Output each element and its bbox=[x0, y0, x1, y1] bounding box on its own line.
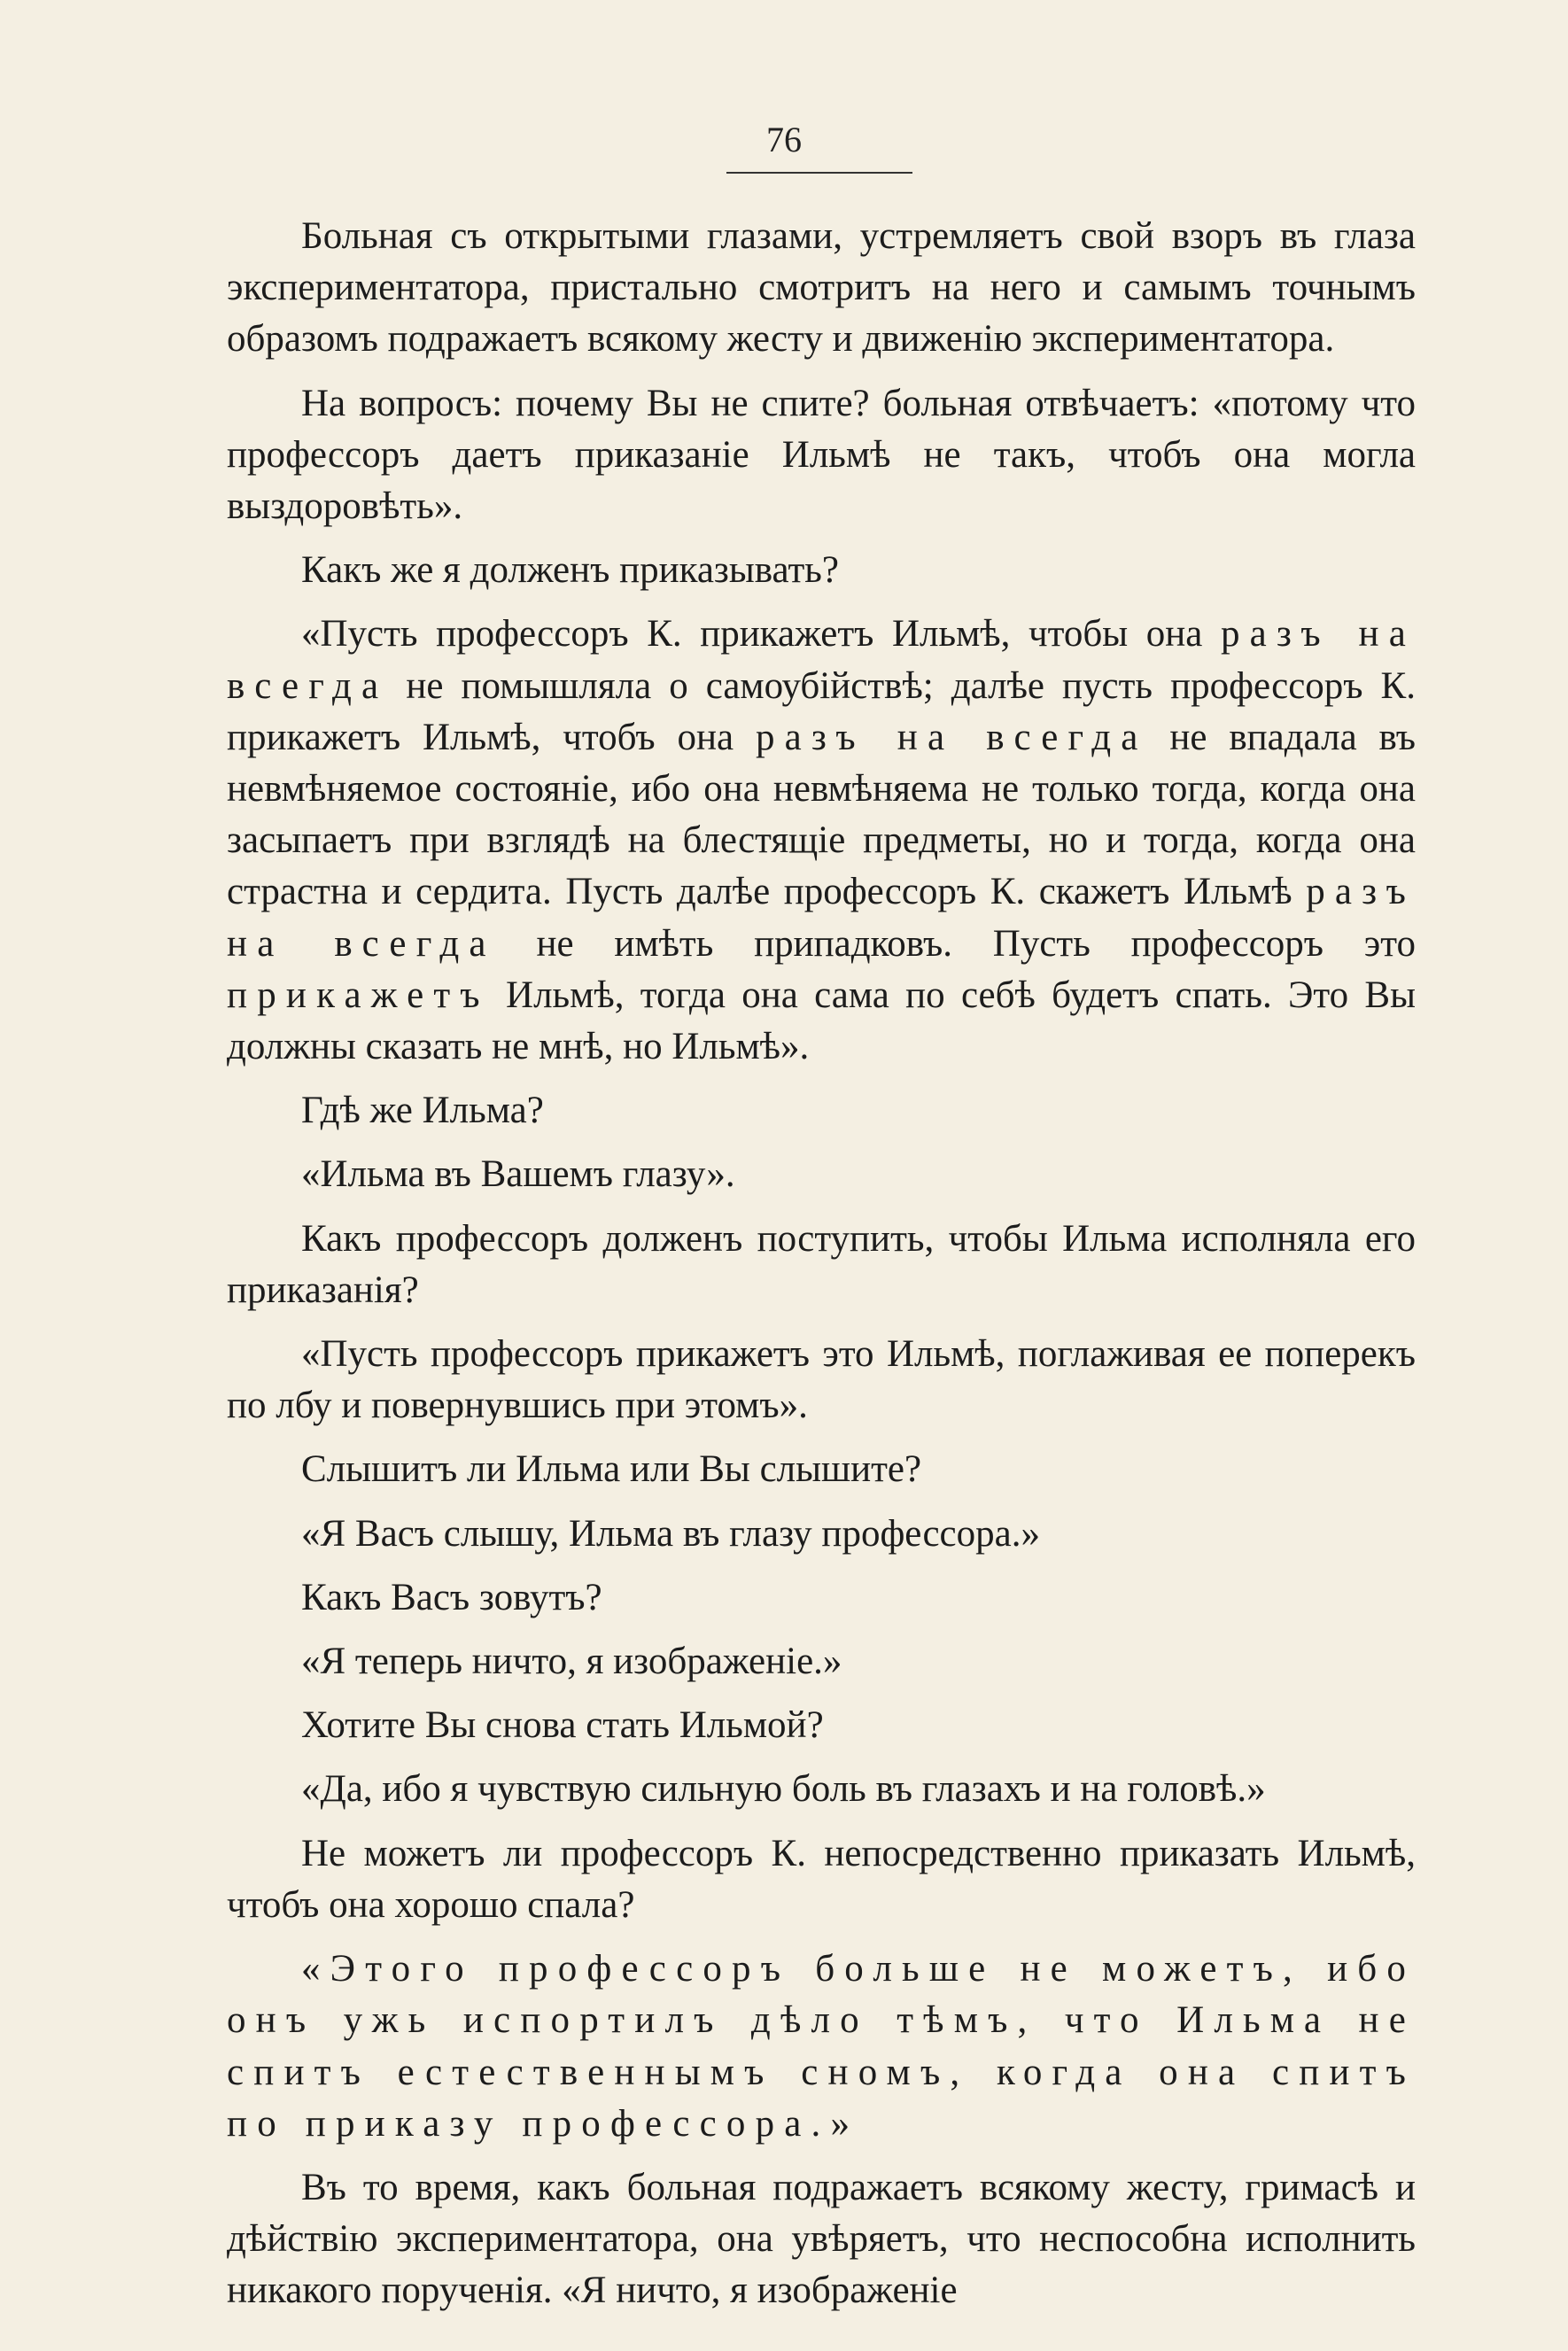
paragraph bbox=[227, 1944, 1416, 2150]
paragraph: Какъ же я долженъ приказывать? bbox=[301, 549, 839, 592]
paragraph: Хотите Вы снова стать Ильмой? bbox=[301, 1704, 824, 1747]
header-rule bbox=[726, 172, 912, 174]
emphasis: «Этого профессоръ больше не можетъ, ибо онъ ужь испортилъ дѣло тѣмъ, что Ильма не спитъ естественнымъ сномъ, когда она спитъ по приказу профессора.» bbox=[227, 1948, 1416, 2145]
paragraph: «Пусть профессоръ прикажетъ это Ильмѣ, поглаживая ее поперекъ по лбу и повернувшись при этомъ». bbox=[227, 1333, 1416, 1427]
paragraph: Гдѣ же Ильма? bbox=[301, 1090, 544, 1132]
paragraph: «Я Васъ слышу, Ильма въ глазу профессора.» bbox=[301, 1512, 1040, 1555]
paragraph: Какъ Васъ зовутъ? bbox=[301, 1576, 602, 1618]
paragraph: «Ильма въ Вашемъ глазу». bbox=[301, 1153, 735, 1196]
paragraph: Какъ профессоръ долженъ поступить, чтобы Ильма исполняла его приказанія? bbox=[227, 1217, 1416, 1311]
emphasis: прикажетъ bbox=[227, 974, 490, 1016]
paragraph: «Да, ибо я чувствую сильную боль въ глазахъ и на головѣ.» bbox=[301, 1768, 1266, 1811]
paragraph: Больная съ открытыми глазами, устремляетъ свой взоръ въ глаза экспериментатора, пристально смотритъ на него и самымъ точнымъ образомъ подражаетъ всякому жесту и движенію экспериментатора. bbox=[227, 215, 1416, 361]
paragraph: «Я теперь ничто, я изображеніе.» bbox=[301, 1641, 842, 1683]
paragraph: Слышитъ ли Ильма или Вы слышите? bbox=[301, 1448, 922, 1491]
emphasis: разъ на всегда bbox=[227, 613, 1416, 707]
paragraph: На вопросъ: почему Вы не спите? больная отвѣчаетъ: «потому что профессоръ даетъ приказаніе Ильмѣ не такъ, чтобъ она могла выздоровѣть». bbox=[227, 382, 1416, 528]
paragraph: Не можетъ ли профессоръ К. непосредственно приказать Ильмѣ, чтобъ она хорошо спала? bbox=[227, 1832, 1416, 1926]
emphasis: разъ на всегда bbox=[755, 716, 1148, 758]
paragraph: Въ то время, какъ больная подражаетъ всякому жесту, гримасѣ и дѣйствію экспериментатора, она увѣряетъ, что неспособна исполнить никакого порученія. «Я ничто, я изображеніе bbox=[227, 2166, 1416, 2312]
body-text bbox=[227, 211, 1416, 2317]
paragraph: «Пусть профессоръ К. прикажетъ Ильмѣ, чтобы она разъ на всегда не помышляла о самоубійствѣ; далѣе пусть профессоръ К. прикажетъ Ильмѣ, чтобъ она разъ на всегда не впадала въ невмѣняемое состояніе, ибо она невмѣняема не только тогда, когда она засыпаетъ при взглядѣ на блестящіе предметы, но и тогда, когда она страстна и сердита. Пусть далѣе профессоръ К. скажетъ Ильмѣ разъ на всегда не имѣть припадковъ. Пусть профессоръ это прикажетъ Ильмѣ, тогда она сама по себѣ будетъ спать. Это Вы должны сказать не мнѣ, но Ильмѣ». bbox=[227, 613, 1416, 1068]
page-number: 76 bbox=[766, 120, 802, 159]
emphasis: разъ на всегда bbox=[227, 871, 1416, 965]
